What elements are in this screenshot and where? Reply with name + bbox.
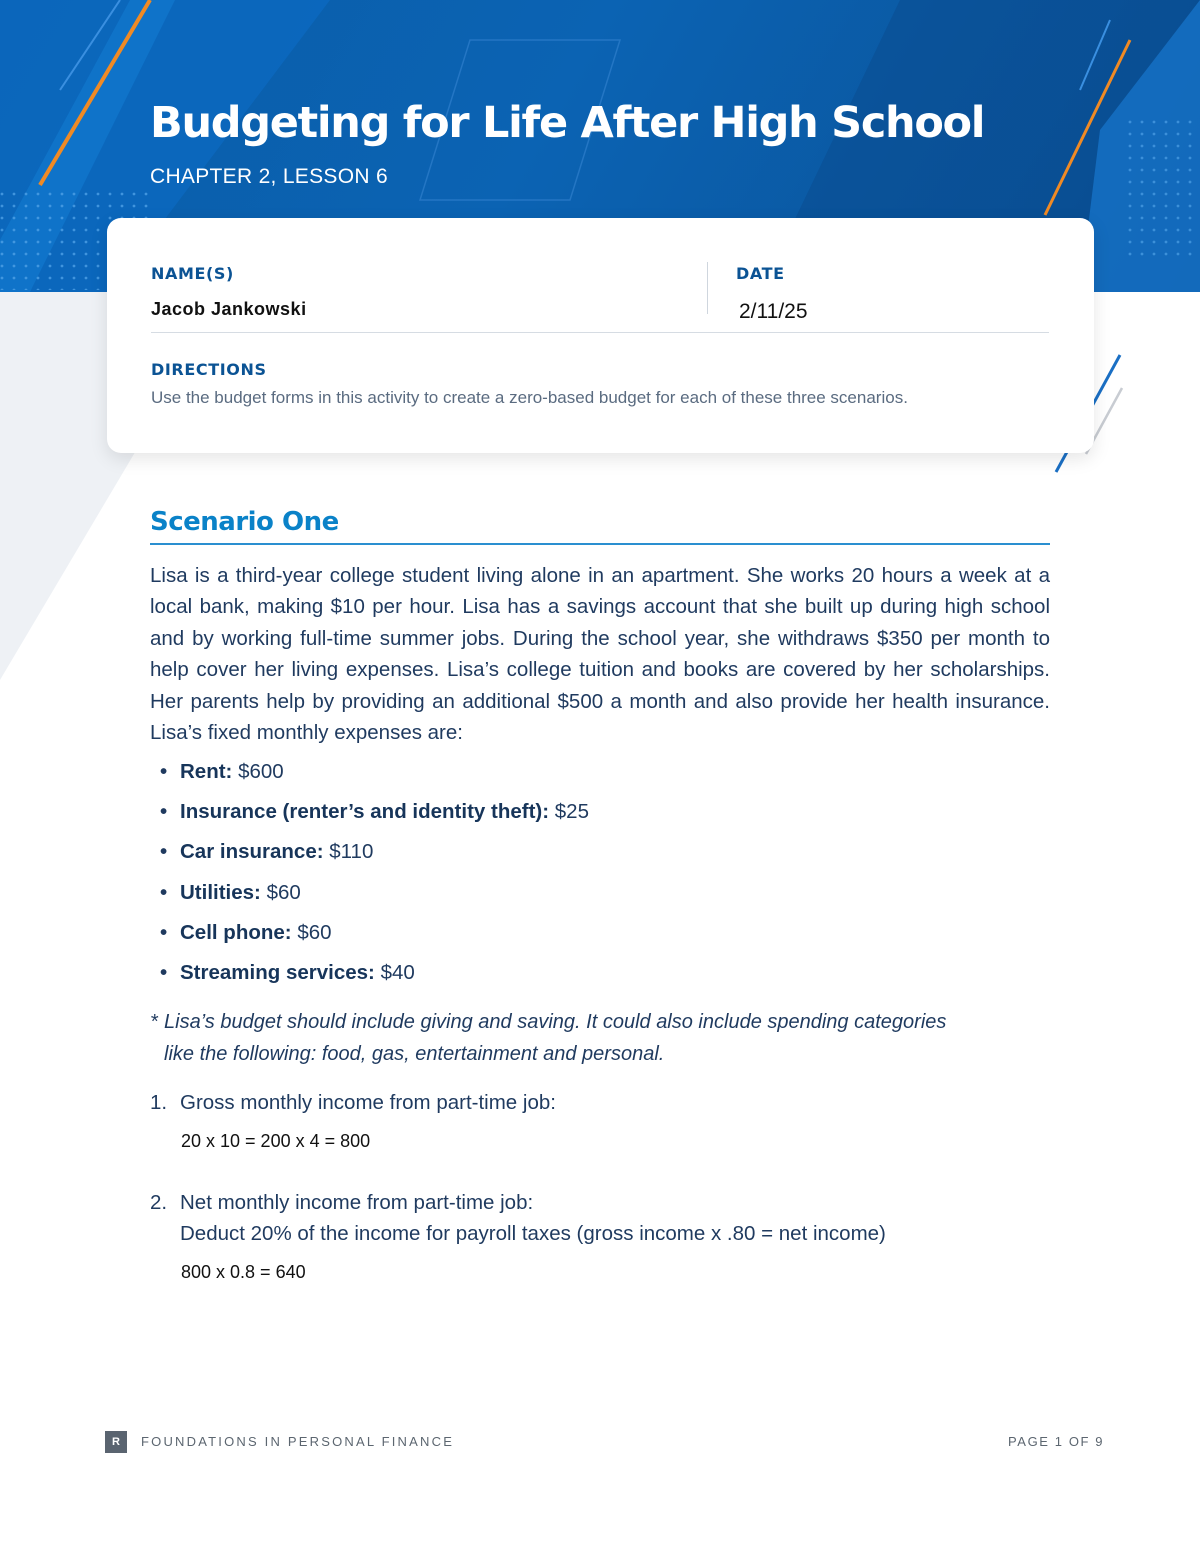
- expense-amount: $600: [238, 760, 284, 783]
- budget-note: * Lisa’s budget should include giving and saving. It could also include spending categories like the following: food, gas, entertainment and personal.: [150, 1011, 947, 1065]
- expense-item: • Utilities: $60: [160, 880, 301, 904]
- scenario-description: Lisa is a third-year college student living alone in an apartment. She works 20 hours a week at a local bank, making $10 per hour. Lisa has a savings account that she built up during high school and by working full-time summer jobs. During the school year, she withdraws $350 per month to help cover her living expenses. Lisa’s college tuition and books are covered by her scholarships. Her parents help by providing an additional $500 a month and also provide her health insurance. Lisa’s fixed monthly expenses are:: [150, 564, 1050, 745]
- expense-item: • Streaming services: $40: [160, 960, 415, 984]
- expense-item: • Insurance (renter’s and identity theft): $25: [160, 800, 589, 824]
- publisher-logo: R: [105, 1431, 127, 1453]
- directions-label: DIRECTIONS: [151, 360, 267, 379]
- expense-amount: $60: [266, 880, 301, 904]
- answer-1[interactable]: 20 x 10 = 200 x 4 = 800: [181, 1131, 371, 1151]
- note-line-2: like the following: food, gas, entertainment and personal.: [164, 1042, 665, 1065]
- student-info-card: [107, 218, 1094, 453]
- names-field[interactable]: Jacob Jankowski: [151, 299, 307, 319]
- field-divider: [707, 262, 708, 314]
- expense-item: • Cell phone: $60: [160, 920, 332, 944]
- expense-label: Utilities:: [180, 880, 261, 904]
- expense-label: Insurance (renter’s and identity theft):: [180, 800, 550, 824]
- expense-label: Cell phone:: [180, 920, 292, 944]
- expense-amount: $25: [554, 800, 589, 824]
- footer-course-name: FOUNDATIONS IN PERSONAL FINANCE: [141, 1434, 455, 1449]
- question-text: Net monthly income from part-time job:: [180, 1191, 534, 1214]
- card-divider: [151, 332, 1049, 333]
- answer-2[interactable]: 800 x 0.8 = 640: [181, 1262, 306, 1282]
- date-field[interactable]: 2/11/25: [739, 300, 808, 323]
- expense-label: Car insurance:: [180, 840, 324, 864]
- chapter-lesson-subtitle: CHAPTER 2, LESSON 6: [150, 165, 388, 188]
- question-text: Gross monthly income from part-time job:: [180, 1091, 556, 1114]
- question-2: 2. Net monthly income from part-time job: Deduct 20% of the income for payroll taxes (gross income x .80 = net income): [150, 1191, 886, 1246]
- expense-amount: $60: [297, 920, 332, 944]
- expense-list: [160, 757, 589, 998]
- expense-label: Rent:: [180, 760, 233, 783]
- expense-amount: $40: [380, 960, 415, 984]
- page-title: Budgeting for Life After High School: [150, 98, 985, 148]
- date-label: DATE: [736, 264, 785, 283]
- question-1: 1. Gross monthly income from part-time job:: [150, 1091, 556, 1114]
- expense-label: Streaming services:: [180, 960, 375, 984]
- question-detail: Deduct 20% of the income for payroll taxes (gross income x .80 = net income): [180, 1222, 886, 1246]
- directions-text: Use the budget forms in this activity to create a zero-based budget for each of these three scenarios.: [151, 388, 908, 407]
- expense-item: • Rent: $600: [160, 760, 284, 783]
- expense-item: • Car insurance: $110: [160, 840, 374, 864]
- note-line-1: Lisa’s budget should include giving and saving. It could also include spending categories: [164, 1011, 947, 1033]
- expense-amount: $110: [329, 840, 374, 864]
- scenario-title: Scenario One: [150, 507, 339, 537]
- section-rule: [150, 543, 1050, 545]
- names-label: NAME(S): [151, 264, 234, 283]
- page-number: PAGE 1 OF 9: [1008, 1434, 1105, 1449]
